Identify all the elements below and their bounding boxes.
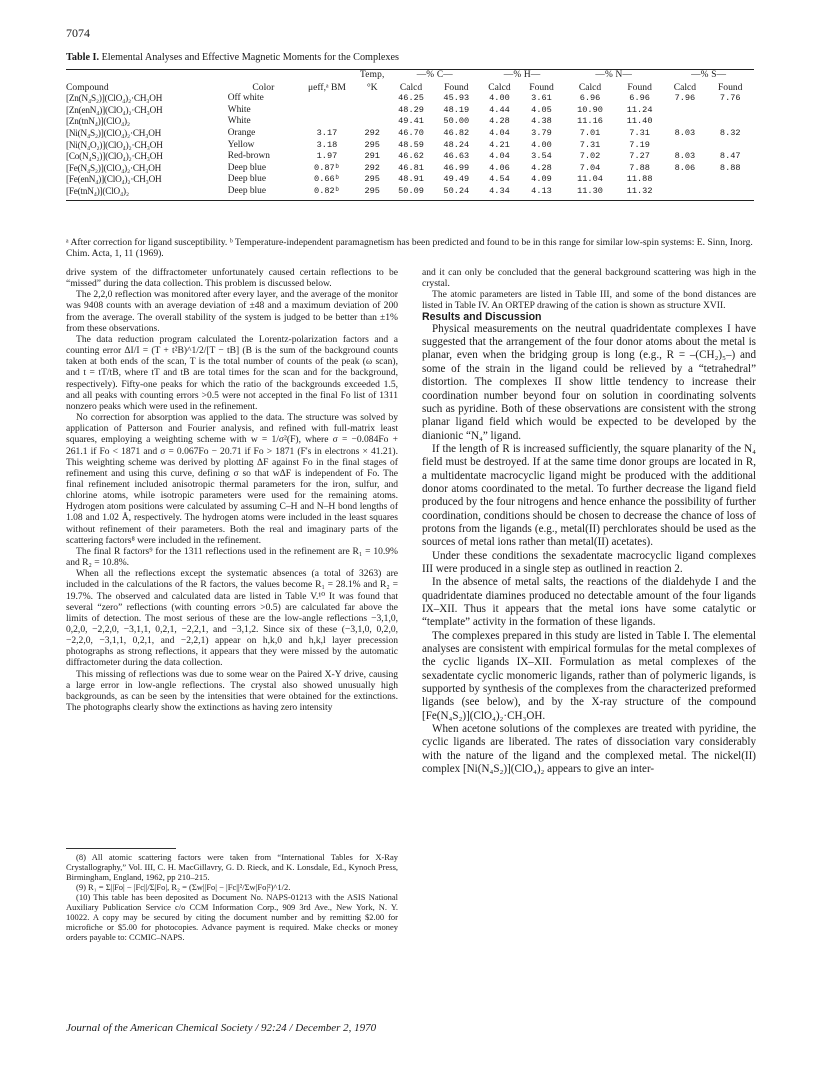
- value-cell: 6.96: [629, 93, 650, 104]
- value-cell: 291: [364, 151, 380, 162]
- temp-group-header: Temp,: [359, 70, 385, 80]
- value-cell: 4.44: [489, 104, 510, 115]
- value-cell: 48.91: [398, 174, 424, 185]
- column-header: Found: [529, 81, 554, 93]
- table-caption: [66, 52, 399, 63]
- compound-cell: [Co(N₄S₂)](ClO₄)₂·CH₃OH: [66, 151, 163, 162]
- value-cell: 3.17: [316, 127, 338, 138]
- color-cell: White: [227, 104, 251, 115]
- h-group-header: —% H—: [503, 70, 541, 80]
- value-cell: 8.32: [719, 127, 741, 138]
- value-cell: [663, 105, 706, 117]
- compound-cell: [Zn(tnN₄)](ClO₄)₂: [66, 116, 130, 127]
- left-column: [66, 267, 398, 713]
- value-cell: [663, 140, 706, 152]
- column-header: Calcd: [673, 81, 697, 93]
- table-row: [66, 128, 754, 140]
- value-cell: 6.96: [579, 93, 601, 104]
- body-paragraph: This missing of reflections was due to some wear on the Paired X-Y drive, causing a large error in low-angle reflections. The crystal also showed unusually high backgrounds, as can be seen by the intensities that were obtained for the extinctions. The photographs clearly show the extinctions as having zero intensity: [66, 668, 398, 714]
- value-cell: 11.40: [626, 116, 653, 127]
- value-cell: 4.00: [531, 139, 552, 150]
- reference-item: (8) All atomic scattering factors were taken from “International Tables for X-Ray Crystallography,” Vol. III, C. H. MacGillavry, G. D. Rieck, and K. Lonsdale, Ed., Kynoch Press, Birmingham, England, 1962, pp 210–215.: [66, 852, 398, 882]
- body-paragraph: Under these conditions the sexadentate macrocyclic ligand complexes III were produced in a single step as outlined in reaction 2.: [422, 549, 756, 575]
- compound-cell: [Zn(N₄S₂)](ClO₄)₂·CH₃OH: [66, 93, 163, 104]
- compound-cell: [Fe(enN₄)](ClO₄)₂·CH₃OH: [66, 174, 162, 185]
- reference-item: (10) This table has been deposited as Document No. NAPS-01213 with the ASIS National Auxiliary Publication Service c/o CCM Information Corp., 909 3rd Ave., New York, N. Y. 10022. A copy may be secured by citing the document number and by remitting $2.00 for microfiche or $5.00 for photocopies. Advance payment is required. Make checks or money orders payable to: CCMIC–NAPS.: [66, 891, 398, 942]
- value-cell: [355, 116, 390, 128]
- value-cell: [706, 105, 754, 117]
- value-cell: 295: [364, 139, 380, 150]
- value-cell: 49.49: [443, 174, 470, 185]
- compound-cell: [Ni(N₄O₂)](ClO₄)₂·CH₃OH: [66, 139, 163, 150]
- value-cell: [663, 174, 706, 186]
- compound-cell: [Fe(N₄S₂)](ClO₄)₂·CH₃OH: [66, 162, 162, 173]
- color-cell: Deep blue: [227, 174, 267, 185]
- footnote-references: [66, 848, 398, 943]
- value-cell: 0.82ᵇ: [314, 185, 340, 196]
- body-paragraph: Physical measurements on the neutral quadridentate complexes I have suggested that the arrangement of the four donor atoms about the metal is planar, even when the bridging group is long (e.g., R = –(CH₂)₅–) and some of the strain in the ligand could be relieved by a “tetrahedral” distortion. The complexes II show little tendency to increase their coordination number beyond four on solution in coordinating solvents such as pyridine. Both of these observations are consistent with the strong planar ligand field which would be expected to be developed by the dianionic “N₄” ligand.: [422, 322, 756, 442]
- value-cell: 4.04: [489, 151, 510, 162]
- value-cell: 7.02: [579, 151, 601, 162]
- compound-cell: [Zn(enN₄)](ClO₄)₂·CH₃OH: [66, 104, 163, 115]
- column-header: Compound: [66, 81, 109, 93]
- value-cell: 45.93: [443, 93, 470, 104]
- analyses-table: [66, 70, 754, 198]
- value-cell: 50.00: [443, 116, 470, 127]
- body-paragraph: The final R factors⁹ for the 1311 reflections used in the refinement are R₁ = 10.9% and R₂ = 10.8%.: [66, 545, 398, 569]
- value-cell: 7.31: [579, 139, 601, 150]
- c-group-header: —% C—: [416, 70, 453, 80]
- value-cell: 295: [364, 185, 380, 196]
- value-cell: 4.04: [489, 127, 510, 138]
- body-paragraph: When all the reflections except the systematic absences (a total of 3263) are included in the calculations of the R factors, the values become R₁ = 28.1% and R₂ = 19.7%. The observed and calculated data are listed in Table V.¹⁰ It was found that several “zero” reflections (with counting errors >0.5) are calculated far above the limits of detection. The most serious of these are the low-angle reflections −3,1,0, 0,2,0, −2,2,0, −3,1,1, 0,2,1, −2,2,1, and −3,1,2. Since six of these (−3,1,0, 0,2,0, −2,2,0, −3,1,1, 0,2,1, and −2,2,1) appear on h,k,0 and h,k,l layer precession photographs as strong reflections, it appears that they were missed by the automatic diffractometer during the data collection.: [66, 568, 398, 669]
- footnote-b: ᵇ Temperature-independent paramagnetism has been predicted and found to be in this range for similar low-spin systems: E. Sinn, Inorg. Chim. Acta, 1, 11 (1969).: [66, 237, 753, 260]
- value-cell: 48.24: [443, 139, 470, 150]
- value-cell: [706, 174, 754, 186]
- value-cell: 7.76: [719, 93, 741, 104]
- value-cell: 4.28: [489, 116, 510, 127]
- value-cell: 4.13: [531, 185, 552, 196]
- column-header: Found: [444, 81, 469, 93]
- value-cell: [706, 186, 754, 198]
- value-cell: 46.70: [398, 127, 424, 138]
- value-cell: 50.09: [398, 185, 424, 196]
- value-cell: 4.21: [489, 139, 510, 150]
- table-row: [66, 174, 754, 186]
- table-row: [66, 163, 754, 175]
- value-cell: 292: [364, 162, 380, 173]
- table-header-row: [66, 82, 754, 94]
- reference-item: (9) R₁ = Σ||Fo| − |Fc||/Σ|Fo|, R₂ = (Σw||Fo| − |Fc||²/Σw|Fo|²)^1/2.: [76, 881, 291, 892]
- column-header: Calcd: [578, 81, 602, 93]
- value-cell: 0.66ᵇ: [314, 174, 340, 185]
- value-cell: [706, 140, 754, 152]
- section-heading: Results and Discussion: [422, 310, 542, 323]
- journal-footer: Journal of the American Chemical Society / 92:24 / December 2, 1970: [66, 1022, 377, 1034]
- value-cell: 46.99: [443, 162, 470, 173]
- column-header: Found: [627, 81, 652, 93]
- value-cell: 3.18: [316, 139, 338, 150]
- value-cell: 3.61: [531, 93, 552, 104]
- column-header: Calcd: [488, 81, 511, 93]
- value-cell: 0.87ᵇ: [314, 162, 340, 173]
- body-paragraph: drive system of the diffractometer unfortunately caused certain reflections to be “missed” during the data collection. This problem is discussed below.: [66, 267, 398, 290]
- column-header: Calcd: [399, 81, 423, 93]
- value-cell: 8.88: [719, 162, 741, 173]
- column-header: Found: [717, 81, 743, 93]
- page-number: 7074: [66, 26, 90, 40]
- table-footnotes: [66, 237, 754, 260]
- value-cell: 3.79: [531, 127, 552, 138]
- compound-cell: [Fe(tnN₄)](ClO₄)₂: [66, 185, 129, 196]
- value-cell: 48.19: [443, 104, 470, 115]
- n-group-header: —% N—: [595, 70, 633, 80]
- value-cell: 46.63: [443, 151, 470, 162]
- right-column: [422, 267, 756, 776]
- value-cell: 7.19: [629, 139, 650, 150]
- column-header: μeff,ᵃ BM: [307, 81, 346, 93]
- value-cell: 292: [364, 127, 380, 138]
- value-cell: 11.32: [626, 185, 653, 196]
- table-row: [66, 140, 754, 152]
- value-cell: [355, 93, 390, 105]
- footnote-divider: [66, 848, 176, 849]
- value-cell: [355, 105, 390, 117]
- value-cell: 46.82: [443, 127, 470, 138]
- color-cell: Orange: [227, 127, 256, 138]
- value-cell: 295: [364, 174, 380, 185]
- color-cell: White: [227, 116, 251, 127]
- table-row: [66, 151, 754, 163]
- value-cell: 49.41: [398, 116, 424, 127]
- footnote-a: ᵃ After correction for ligand susceptibility.: [66, 237, 228, 248]
- color-cell: Red-brown: [227, 151, 270, 162]
- body-paragraph: If the length of R is increased sufficiently, the square planarity of the N₄ field must be destroyed. If at the same time donor groups are located in R, a multidentate macrocyclic ligand might be produced with the additional donor atoms coordinated to the metal. To further decrease the ligand field produced by the four nitrogens and hence enhance the possibility of further coordination, conditions should be chosen to decrease the chance of loss of protons from the ligands (e.g., metal(II) perchlorates should be used as the sources of metal ions rather than metal(II) acetates).: [422, 442, 756, 549]
- value-cell: 11.16: [577, 116, 603, 127]
- color-cell: Off white: [227, 93, 264, 104]
- table-label: Table I.: [66, 52, 100, 63]
- column-header: Color: [252, 81, 275, 93]
- value-cell: 50.24: [443, 185, 470, 196]
- value-cell: [706, 116, 754, 128]
- value-cell: 10.90: [577, 104, 603, 115]
- value-cell: 11.24: [626, 104, 653, 115]
- value-cell: 7.31: [629, 127, 650, 138]
- body-paragraph: The complexes prepared in this study are listed in Table I. The elemental analyses are consistent with empirical formulas for the metal complexes of the cyclic ligands IX–XII. Formulation as metal complexes of the sexadentate cyclic monomeric ligands, rather than of polymeric ligands, is supported by synthesis of the complexes from the characterized preformed ligands (see below), and by the X-ray structure of the compound [Fe(N₄S₂)](ClO₄)₂·CH₃OH.: [422, 629, 756, 722]
- value-cell: 8.03: [674, 151, 696, 162]
- value-cell: 7.01: [579, 127, 601, 138]
- value-cell: 48.59: [398, 139, 424, 150]
- value-cell: [299, 105, 355, 117]
- value-cell: [663, 116, 706, 128]
- value-cell: 48.29: [398, 104, 424, 115]
- value-cell: 4.09: [531, 174, 552, 185]
- color-cell: Deep blue: [227, 185, 267, 196]
- value-cell: 4.34: [489, 185, 510, 196]
- value-cell: 1.97: [316, 151, 338, 162]
- value-cell: 7.96: [674, 93, 696, 104]
- value-cell: 7.04: [579, 162, 601, 173]
- body-paragraph: The 2,2,0 reflection was monitored after every layer, and the average of the monitor was 9408 counts with an average deviation of ±48 and a maximum deviation of 200 from the average. The overall stability of the system is judged to be better than ±1% from these observations.: [66, 289, 398, 334]
- body-paragraph: and it can only be concluded that the general background scattering was high in the crystal.: [422, 267, 756, 290]
- value-cell: 4.38: [531, 116, 552, 127]
- body-paragraph: The atomic parameters are listed in Table III, and some of the bond distances are listed in Table IV. An ORTEP drawing of the cation is shown as structure XVII.: [422, 289, 756, 312]
- body-paragraph: The data reduction program calculated the Lorentz-polarization factors and a counting error ΔI/I = (T + t²B)^1/2/[T − tB] (B is the sum of the background counts taken at both ends of the scan, T is the total number of counts of the peak (ω scan), and t = tT/tB, where tT and tB are total times for the scan and for the background, respectively). Fifty-one peaks for which the ratio of the backgrounds exceeded 1.5, and all peaks with counting errors >0.5 were not accepted in the final Fo list of 1311 nonzero peaks which were used in the refinement.: [66, 333, 398, 412]
- color-cell: Deep blue: [227, 162, 267, 173]
- body-paragraph: When acetone solutions of the complexes are treated with pyridine, the cyclic ligands are liberated. The rates of dissociation vary considerably with the nature of the ligand and the complexed metal. The nickel(II) complex [Ni(N₄S₂)](ClO₄)₂ appears to give an inter-: [422, 723, 756, 776]
- s-group-header: —% S—: [691, 70, 727, 80]
- value-cell: 46.25: [398, 93, 424, 104]
- value-cell: [299, 93, 355, 105]
- value-cell: 8.06: [674, 162, 696, 173]
- compound-cell: [Ni(N₄S₂)](ClO₄)₂·CH₃OH: [66, 127, 162, 138]
- color-cell: Yellow: [227, 139, 255, 150]
- value-cell: 46.62: [398, 151, 424, 162]
- value-cell: 4.05: [531, 104, 552, 115]
- value-cell: 8.47: [719, 151, 741, 162]
- body-paragraph: In the absence of metal salts, the reactions of the dialdehyde I and the quadridentate diamines produced no detectable amount of the four ligands IX–XII. Thus it appears that the metal ions have some catalytic or “template” activity in the formation of these ligands.: [422, 576, 756, 629]
- value-cell: [663, 186, 706, 198]
- value-cell: 8.03: [674, 127, 696, 138]
- value-cell: 4.00: [489, 93, 510, 104]
- value-cell: [299, 116, 355, 128]
- table-row: [66, 93, 754, 105]
- value-cell: 46.81: [398, 162, 424, 173]
- table-row: [66, 105, 754, 117]
- table-1: [66, 69, 754, 201]
- value-cell: 7.27: [629, 151, 650, 162]
- value-cell: 7.88: [629, 162, 650, 173]
- value-cell: 4.28: [531, 162, 552, 173]
- value-cell: 3.54: [531, 151, 552, 162]
- table-title: Elemental Analyses and Effective Magnetic Moments for the Complexes: [101, 52, 400, 63]
- body-paragraph: No correction for absorption was applied to the data. The structure was solved by application of Patterson and Fourier analysis, and refined with full-matrix least squares, employing a weighting scheme with w = 1/σ²(F), where σ = −0.084Fo + 261.1 if Fo < 1871 and σ = 0.067Fo − 20.71 if Fo > 1871 (F's in electrons × 41.21). This weighting scheme was derived by plotting ΔF against Fo in the final stages of refinement and using this curve, defining σ so that wΔF is independent of Fo. The final refinement included anisotropic thermal parameters for the iron, sulfur, and chlorine atoms, while isotropic parameters were used for the remaining atoms. Hydrogen atom positions were calculated by assuming C–H and N–H bond lengths of 1.08 and 1.02 Å, respectively. The hydrogen atoms were included in the least squares without refinement of their parameters. Both the real and imaginary parts of the scattering factors⁸ were included in the refinement.: [66, 412, 398, 546]
- column-header: °K: [366, 81, 378, 93]
- value-cell: 4.54: [489, 174, 510, 185]
- value-cell: 11.30: [577, 185, 603, 196]
- value-cell: 11.88: [626, 174, 653, 185]
- value-cell: 4.06: [489, 162, 510, 173]
- table-row: [66, 116, 754, 128]
- value-cell: 11.04: [577, 174, 603, 185]
- table-row: [66, 186, 754, 198]
